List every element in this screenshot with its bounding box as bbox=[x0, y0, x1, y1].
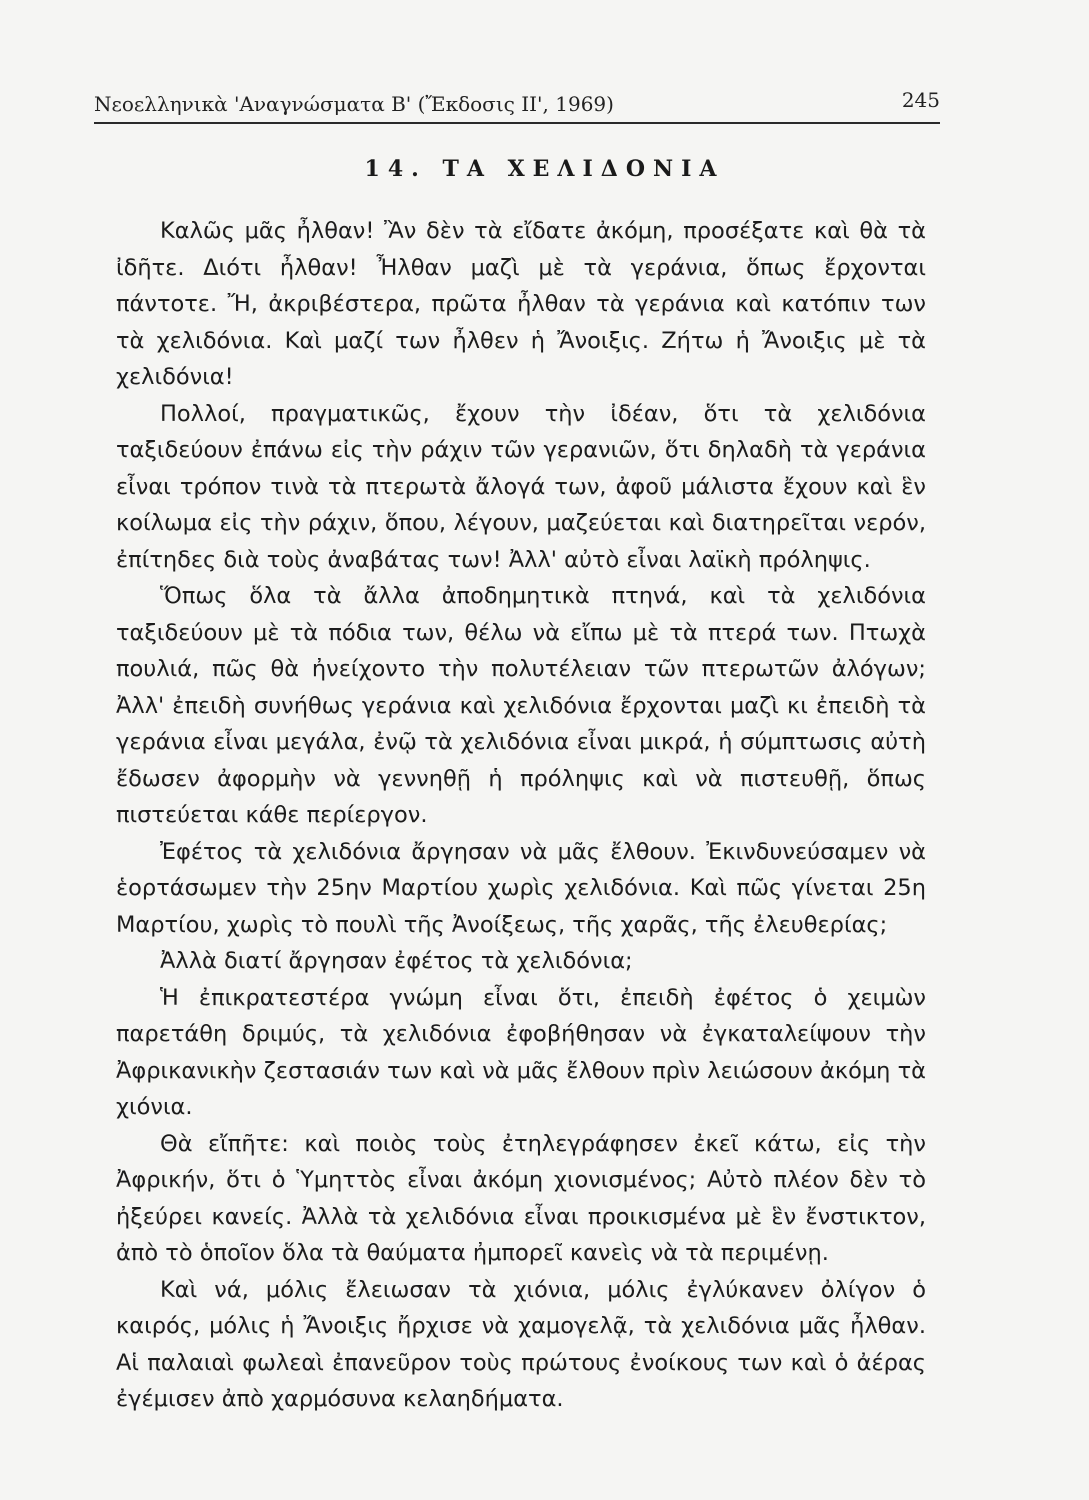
body-text bbox=[116, 213, 926, 1418]
paragraph: Ἐφέτος τὰ χελιδόνια ἄργησαν νὰ μᾶς ἔλθουν. Ἐκινδυνεύσαμεν νὰ ἑορτάσωμεν τὴν 25ην Μαρτίου χωρὶς χελιδόνια. Καὶ πῶς γίνεται 25η Μαρτίου, χωρὶς τὸ πουλὶ τῆς Ἀνοίξεως, τῆς χαρᾶς, τῆς ἐλευθερίας; bbox=[116, 838, 926, 938]
paragraph: Καλῶς μᾶς ἦλθαν! Ἂν δὲν τὰ εἴδατε ἀκόμη, προσέξατε καὶ θὰ τὰ ἰδῆτε. Διότι ἦλθαν! Ἦλθαν μαζὶ μὲ τὰ γεράνια, ὅπως ἔρχονται πάντοτε. Ἤ, ἀκριβέστερα, πρῶτα ἦλθαν τὰ γεράνια καὶ κατόπιν των τὰ χελιδόνια. Καὶ μαζί των ἦλθεν ἡ Ἄνοιξις. Ζήτω ἡ Ἄνοιξις μὲ τὰ χελιδόνια! bbox=[116, 218, 926, 390]
paragraph: Πολλοί, πραγματικῶς, ἔχουν τὴν ἰδέαν, ὅτι τὰ χελιδόνια ταξιδεύουν ἐπάνω εἰς τὴν ράχιν τῶν γερανιῶν, ὅτι δηλαδὴ τὰ γεράνια εἶναι τρόπον τινὰ τὰ πτερωτὰ ἄλογά των, ἀφοῦ μάλιστα ἔχουν καὶ ἓν κοίλωμα εἰς τὴν ράχιν, ὅπου, λέγουν, μαζεύεται καὶ διατηρεῖται νερόν, ἐπίτηδες διὰ τοὺς ἀναβάτας των! Ἀλλ' αὐτὸ εἶναι λαϊκὴ πρόληψις. bbox=[116, 400, 926, 573]
paragraph: Ἀλλὰ διατί ἄργησαν ἐφέτος τὰ χελιδόνια; bbox=[160, 948, 633, 974]
running-title: Νεοελληνικὰ 'Αναγνώσματα Β' (Ἔκδοσις ΙΙ', 1969) bbox=[94, 92, 614, 116]
paragraph: Καὶ νά, μόλις ἔλειωσαν τὰ χιόνια, μόλις ἐγλύκανεν ὀλίγον ὁ καιρός, μόλις ἡ Ἄνοιξις ἤρχισε νὰ χαμογελᾷ, τὰ χελιδόνια μᾶς ἦλθαν. Αἱ παλαιαὶ φωλεαὶ ἐπανεῦρον τοὺς πρώτους ἐνοίκους των καὶ ὁ ἀέρας ἐγέμισεν ἀπὸ χαρμόσυνα κελαηδήματα. bbox=[116, 1276, 926, 1412]
paragraph: Θὰ εἴπῆτε: καὶ ποιὸς τοὺς ἐτηλεγράφησεν ἐκεῖ κάτω, εἰς τὴν Ἀφρικήν, ὅτι ὁ Ὑμηττὸς εἶναι ἀκόμη χιονισμένος; Αὐτὸ πλέον δὲν τὸ ἠξεύρει κανείς. Ἀλλὰ τὰ χελιδόνια εἶναι προικισμένα μὲ ἓν ἔνστικτον, ἀπὸ τὸ ὁποῖον ὅλα τὰ θαύματα ἠμπορεῖ κανεὶς νὰ τὰ περιμένῃ. bbox=[116, 1130, 926, 1266]
paragraph: Ἡ ἐπικρατεστέρα γνώμη εἶναι ὅτι, ἐπειδὴ ἐφέτος ὁ χειμὼν παρετάθη δριμύς, τὰ χελιδόνια ἐφοβήθησαν νὰ ἐγκαταλείψουν τὴν Ἀφρικανικὴν ζεστασιάν των καὶ νὰ μᾶς ἔλθουν πρὶν λειώσουν ἀκόμη τὰ χιόνια. bbox=[116, 984, 926, 1120]
paragraph: Ὅπως ὅλα τὰ ἄλλα ἀποδημητικὰ πτηνά, καὶ τὰ χελιδόνια ταξιδεύουν μὲ τὰ πόδια των, θέλω νὰ εἴπω μὲ τὰ πτερά των. Πτωχὰ πουλιά, πῶς θὰ ἠνείχοντο τὴν πολυτέλειαν τῶν πτερωτῶν ἀλόγων; Ἀλλ' ἐπειδὴ συνήθως γεράνια καὶ χελιδόνια ἔρχονται μαζὶ κι ἐπειδὴ τὰ γεράνια εἶναι μεγάλα, ἐνῷ τὰ χελιδόνια εἶναι μικρά, ἡ σύμπτωσις αὐτὴ ἔδωσεν ἀφορμὴν νὰ γεννηθῇ ἡ πρόληψις καὶ νὰ πιστευθῇ, ὅπως πιστεύεται κάθε περίεργον. bbox=[116, 583, 926, 828]
chapter-title: 14. ΤΑ ΧΕΛΙΔΟΝΙΑ bbox=[364, 156, 725, 182]
page-header bbox=[94, 88, 940, 118]
header-rule bbox=[94, 122, 940, 124]
page-number: 245 bbox=[901, 88, 940, 112]
